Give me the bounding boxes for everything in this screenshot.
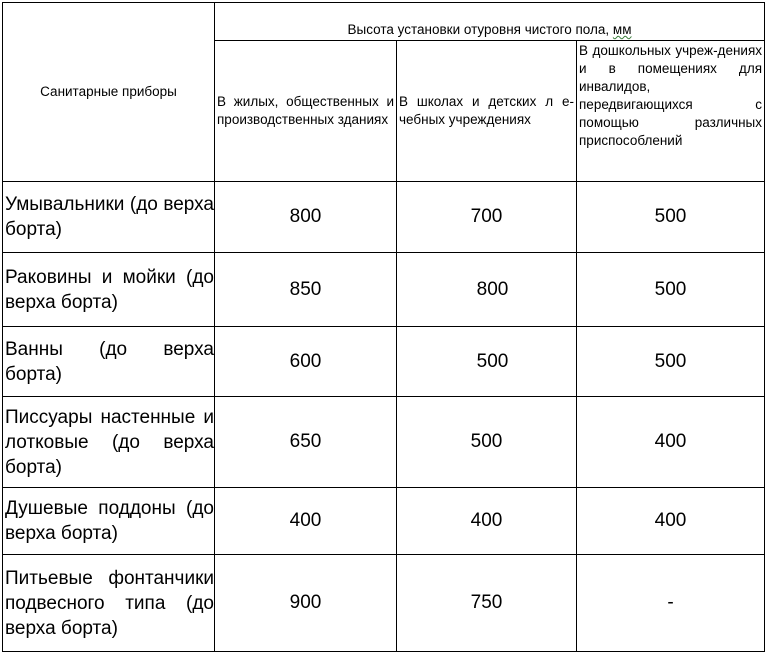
row-fixture-name: Раковины и мойки (до верха борта) bbox=[3, 253, 215, 327]
row-fixture-name: Ванны (до верха борта) bbox=[3, 327, 215, 397]
row-value-schools: 800 bbox=[397, 253, 577, 327]
row-value-preschool: 500 bbox=[577, 327, 765, 397]
row-value-preschool: 500 bbox=[577, 253, 765, 327]
header-group-unit: мм bbox=[612, 22, 632, 37]
header-height-group bbox=[215, 3, 765, 41]
header-residential-text: В жилых, общественных и производственных зданиях bbox=[217, 94, 394, 127]
header-fixtures bbox=[3, 3, 215, 182]
table-row bbox=[3, 327, 765, 397]
header-residential bbox=[215, 41, 397, 182]
row-value-schools: 500 bbox=[397, 327, 577, 397]
row-value-schools: 750 bbox=[397, 555, 577, 652]
sanitary-fixtures-height-table bbox=[2, 2, 765, 652]
row-value-schools: 700 bbox=[397, 182, 577, 253]
row-fixture-name: Питьевые фонтанчики подвесного типа (до верха борта) bbox=[3, 555, 215, 652]
row-value-residential: 400 bbox=[215, 488, 397, 555]
table-row bbox=[3, 253, 765, 327]
header-row-group bbox=[3, 3, 765, 41]
table-row bbox=[3, 555, 765, 652]
row-value-residential: 600 bbox=[215, 327, 397, 397]
row-value-residential: 900 bbox=[215, 555, 397, 652]
row-fixture-name: Умывальники (до верха борта) bbox=[3, 182, 215, 253]
header-fixtures-label: Санитарные приборы bbox=[40, 84, 177, 99]
row-value-residential: 850 bbox=[215, 253, 397, 327]
row-value-residential: 650 bbox=[215, 397, 397, 488]
row-value-preschool: 400 bbox=[577, 488, 765, 555]
row-fixture-name: Душевые поддоны (до верха борта) bbox=[3, 488, 215, 555]
header-group-title: Высота установки отуровня чистого пола, bbox=[347, 22, 610, 37]
header-schools-text: В школах и детских л е-чебных учреждениях bbox=[399, 94, 574, 127]
header-preschool bbox=[577, 41, 765, 182]
table-row bbox=[3, 488, 765, 555]
table-row bbox=[3, 182, 765, 253]
row-value-preschool: 400 bbox=[577, 397, 765, 488]
table-row bbox=[3, 397, 765, 488]
row-fixture-name: Писсуары настенные и лотковые (до верха борта) bbox=[3, 397, 215, 488]
row-value-preschool: 500 bbox=[577, 182, 765, 253]
row-value-schools: 500 bbox=[397, 397, 577, 488]
header-preschool-text: В дошкольных учреж-дениях и в помещениях для инвалидов, передвигающихся с помощью различных приспособлений bbox=[579, 43, 763, 148]
header-schools bbox=[397, 41, 577, 182]
row-value-preschool: - bbox=[577, 555, 765, 652]
row-value-schools: 400 bbox=[397, 488, 577, 555]
row-value-residential: 800 bbox=[215, 182, 397, 253]
